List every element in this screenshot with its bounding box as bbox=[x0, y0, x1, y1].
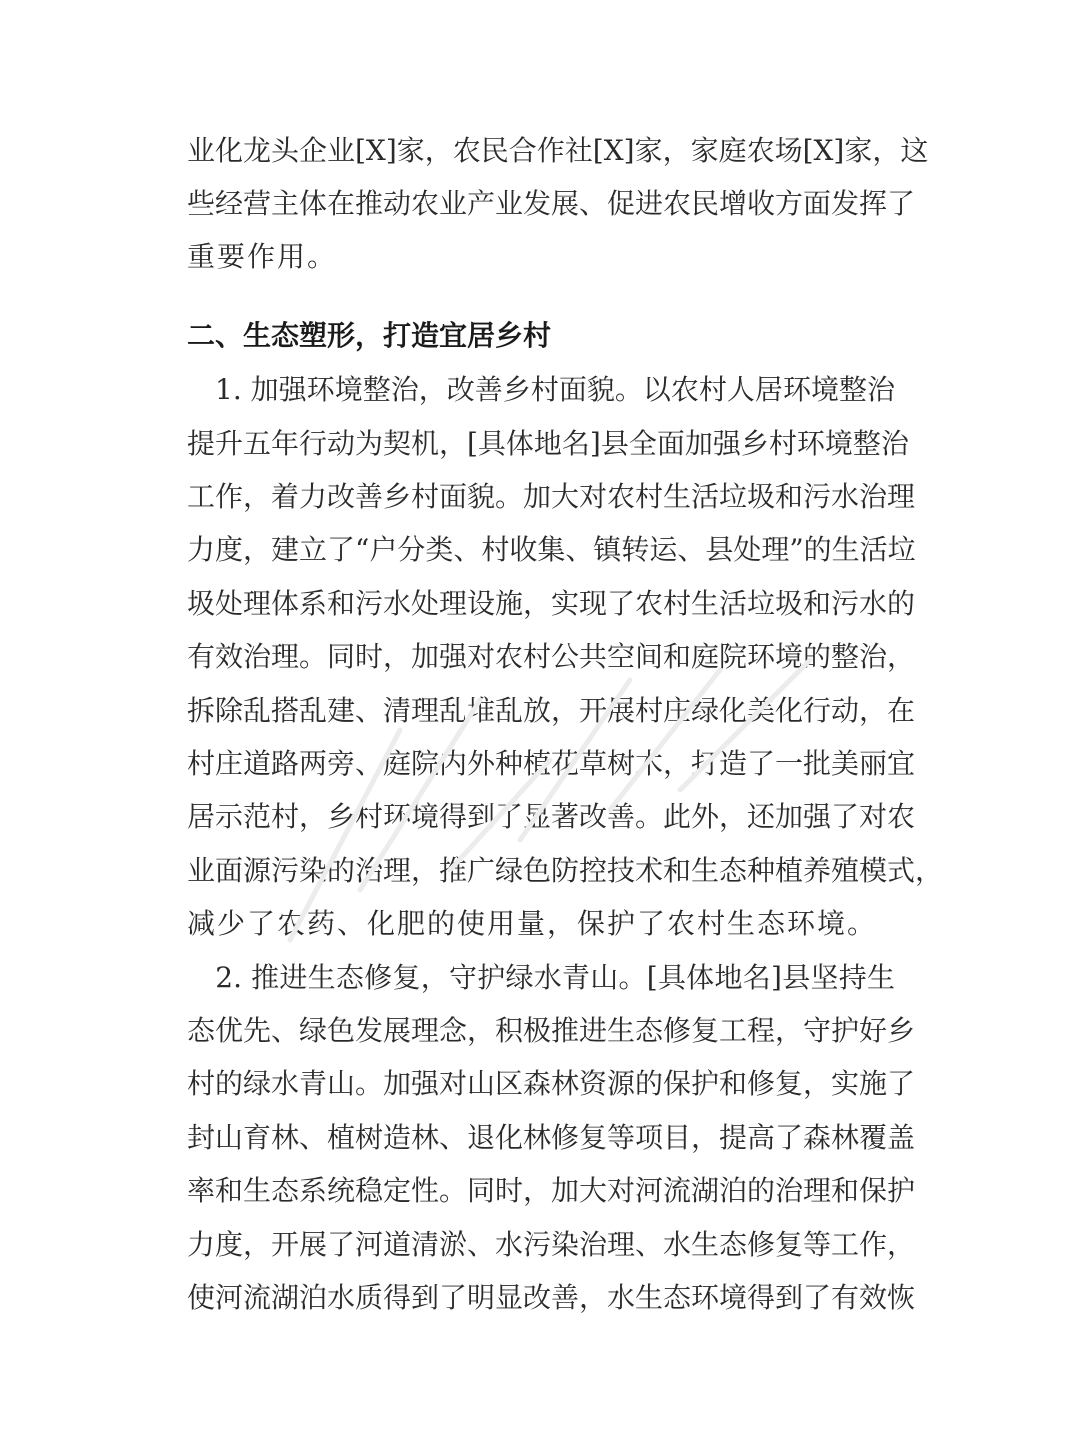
para1-line-3: 重要作用。 bbox=[187, 240, 338, 273]
para2-line-8: 村庄道路两旁、庭院内外种植花草树木，打造了一批美丽宜 bbox=[187, 747, 916, 780]
para2-line-3: 工作，着力改善乡村面貌。加大对农村生活垃圾和污水治理 bbox=[187, 480, 916, 513]
para2-line-1: 1. 加强环境整治，改善乡村面貌。以农村人居环境整治 bbox=[187, 373, 895, 406]
para1-line-2: 些经营主体在推动农业产业发展、促进农民增收方面发挥了 bbox=[187, 187, 916, 220]
para1-line-1: 业化龙头企业[X]家，农民合作社[X]家，家庭农场[X]家，这 bbox=[187, 134, 929, 167]
para2-line-11: 减少了农药、化肥的使用量，保护了农村生态环境。 bbox=[187, 907, 878, 940]
para3-line-4: 封山育林、植树造林、退化林修复等项目，提高了森林覆盖 bbox=[187, 1121, 916, 1154]
para3-line-2: 态优先、绿色发展理念，积极推进生态修复工程，守护好乡 bbox=[187, 1014, 916, 1047]
para2-line-4: 力度，建立了“户分类、村收集、镇转运、县处理”的生活垃 bbox=[187, 533, 916, 566]
para3-line-3: 村的绿水青山。加强对山区森林资源的保护和修复，实施了 bbox=[187, 1067, 916, 1100]
para2-line-7: 拆除乱搭乱建、清理乱堆乱放，开展村庄绿化美化行动，在 bbox=[187, 694, 916, 727]
para2-line-9: 居示范村，乡村环境得到了显著改善。此外，还加强了对农 bbox=[187, 800, 916, 833]
para3-line-7: 使河流湖泊水质得到了明显改善，水生态环境得到了有效恢 bbox=[187, 1281, 916, 1314]
para2-line-6: 有效治理。同时，加强对农村公共空间和庭院环境的整治， bbox=[187, 640, 916, 673]
para3-line-6: 力度，开展了河道清淤、水污染治理、水生态修复等工作， bbox=[187, 1228, 916, 1261]
para2-line-2: 提升五年行动为契机，[具体地名]县全面加强乡村环境整治 bbox=[187, 427, 909, 460]
para3-line-5: 率和生态系统稳定性。同时，加大对河流湖泊的治理和保护 bbox=[187, 1174, 916, 1207]
para3-line-1: 2. 推进生态修复，守护绿水青山。[具体地名]县坚持生 bbox=[187, 961, 895, 994]
section-heading: 二、生态塑形，打造宜居乡村 bbox=[187, 319, 552, 352]
para2-line-10: 业面源污染的治理，推广绿色防控技术和生态种植养殖模式， bbox=[187, 854, 944, 887]
para2-line-5: 圾处理体系和污水处理设施，实现了农村生活垃圾和污水的 bbox=[187, 587, 916, 620]
